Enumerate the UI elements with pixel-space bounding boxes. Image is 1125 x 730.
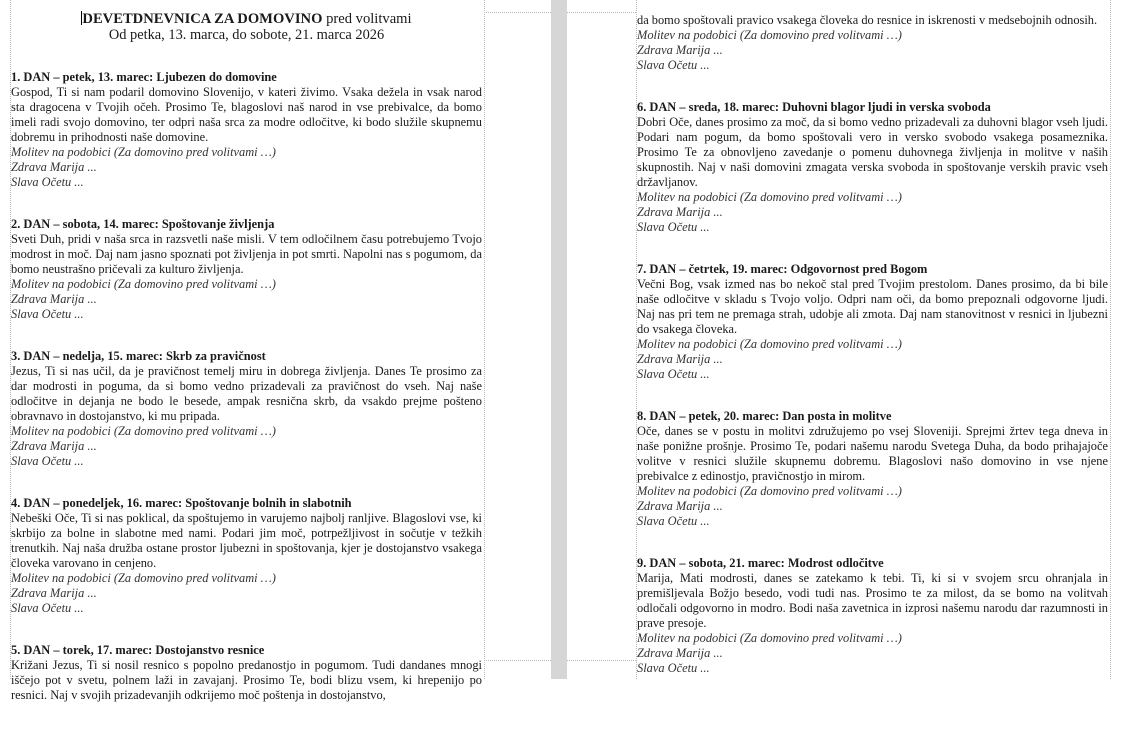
day-body: Marija, Mati modrosti, danes se zatekamo k tebi. Ti, ki si v svojem srcu ohranjala in premišljevala Božjo besedo, vodi tudi nas. Prosimo te za milost, da se bomo na volitvah odločali odgovorno in modro. Bodi naša zavetnica in izprosi našemu narodu dar razumnosti in prave presoje.: [637, 571, 1108, 630]
prayer-line: Slava Očetu ...: [11, 307, 84, 321]
day-5-continuation: [637, 13, 1108, 73]
day-heading: 6. DAN – sreda, 18. marec: Duhovni blagor ljudi in verska svoboda: [637, 100, 991, 114]
prayer-line: Slava Očetu ...: [637, 220, 710, 234]
day-body: Dobri Oče, danes prosimo za moč, da si bomo vedno prizadevali za duhovni blagor vseh ljudi. Podari nam pogum, da bomo spoštovali vero in versko svobodo vsakega posameznika. Prosimo Te za obnovljeno zavedanje o pomenu duhovnega življenja in molitve v naših skupnostih. Naj v naši domovini zmagata verska svoboda in spoštovanje verskih pravic vseh državljanov.: [637, 115, 1108, 189]
day-section: [11, 643, 482, 703]
prayer-line: Zdrava Marija ...: [11, 292, 97, 306]
left-page-content[interactable]: [11, 11, 482, 730]
prayer-line: Zdrava Marija ...: [11, 160, 97, 174]
prayer-line: Molitev na podobici (Za domovino pred volitvami …): [11, 145, 276, 159]
prayer-line: Molitev na podobici (Za domovino pred volitvami …): [11, 277, 276, 291]
prayer-line: Slava Očetu ...: [637, 661, 710, 675]
day-section: [637, 100, 1108, 235]
day-section: [11, 217, 482, 322]
margin-guide: [484, 660, 551, 661]
day-heading: 1. DAN – petek, 13. marec: Ljubezen do domovine: [11, 70, 277, 84]
margin-guide: [484, 0, 485, 679]
prayer-line: Molitev na podobici (Za domovino pred volitvami …): [637, 484, 902, 498]
day-body: Sveti Duh, pridi v naša srca in razsvetli naše misli. V tem odločilnem času potrebujemo Tvojo modrost in moč. Daj nam jasno spoznati pot življenja in pot smrti. Napolni nas s pogumom, da bomo neustrašno pričevali za kulturo življenja.: [11, 232, 482, 276]
day-section: [637, 409, 1108, 529]
day-body: da bomo spoštovali pravico vsakega človeka do resnice in iskrenosti v medsebojnih odnosih.: [637, 13, 1098, 27]
day-heading: 8. DAN – petek, 20. marec: Dan posta in molitve: [637, 409, 892, 423]
left-days-list: [11, 70, 482, 703]
prayer-line: Zdrava Marija ...: [637, 499, 723, 513]
day-section: [11, 349, 482, 469]
prayer-line: Molitev na podobici (Za domovino pred volitvami …): [637, 631, 902, 645]
page-gutter: [551, 0, 567, 679]
prayer-line: Zdrava Marija ...: [11, 439, 97, 453]
prayer-line: Zdrava Marija ...: [11, 586, 97, 600]
day-body: Nebeški Oče, Ti si nas poklical, da spoštujemo in varujemo najbolj ranljive. Blagoslovi vse, ki skrbijo za bolne in slabotne med nami. Podari jim moč, potrpežljivost in sočutje v težkih trenutkih. Naj naša družba ostane prostor ljubezni in spoštovanja, kjer je dostojanstvo vsakega človeka varovano in cenjeno.: [11, 511, 482, 570]
margin-guide: [1110, 0, 1111, 679]
day-heading: 9. DAN – sobota, 21. marec: Modrost odločitve: [637, 556, 884, 570]
prayer-list: [637, 28, 1108, 73]
prayer-line: Molitev na podobici (Za domovino pred volitvami …): [637, 190, 902, 204]
prayer-line: Slava Očetu ...: [11, 601, 84, 615]
prayer-line: Zdrava Marija ...: [637, 43, 723, 57]
day-body: Jezus, Ti si nas učil, da je pravičnost temelj miru in dobrega življenja. Danes Te prosimo za dar modrosti in poguma, da si bomo vedno prizadevali za pravičnost do vseh. Naj naše odločitve in dejanja ne bodo le besede, ampak resnična skrb, da vsakdo prejme pošteno obravnavo in dostojanstvo, ki mu pripada.: [11, 364, 482, 423]
prayer-line: Slava Očetu ...: [637, 514, 710, 528]
day-body: Večni Bog, vsak izmed nas bo nekoč stal pred Tvojim prestolom. Danes prosimo, da bi bile naše odločitve v skladu s Tvojo voljo. Odpri nam oči, da bomo prepoznali odgovorne ljudi. Naj nas pri tem ne premaga strah, udobje ali zmota. Daj nam stanovitnost v resnici in ljubezni do vsakega človeka.: [637, 277, 1108, 336]
prayer-line: Slava Očetu ...: [637, 58, 710, 72]
prayer-line: Zdrava Marija ...: [637, 646, 723, 660]
prayer-line: Slava Očetu ...: [637, 367, 710, 381]
right-page-content[interactable]: [637, 13, 1108, 703]
day-heading: 5. DAN – torek, 17. marec: Dostojanstvo resnice: [11, 643, 265, 657]
margin-guide: [567, 12, 636, 13]
right-days-list: [637, 100, 1108, 676]
day-body: Križani Jezus, Ti si nosil resnico s popolno predanostjo in pogumom. Tudi dandanes mnogi iščejo pot v svetu, polnem laži in zavajanj. Prosimo Te, bodi blizu vsem, ki hrepenijo po resnici. Naj v svojih prizadevanjih odkrijemo moč poštenja in dostojanstvo,: [11, 658, 482, 702]
prayer-line: Molitev na podobici (Za domovino pred volitvami …): [11, 424, 276, 438]
day-heading: 7. DAN – četrtek, 19. marec: Odgovornost pred Bogom: [637, 262, 928, 276]
margin-guide: [484, 12, 551, 13]
day-body: Oče, danes se v postu in molitvi združujemo po vsej Sloveniji. Sprejmi žrtev tega dneva in naše ponižne prošnje. Prosimo Te, podari našemu narodu Svetega Duha, da bodo prihajajoče volitve v resnici služile skupnemu dobremu. Blagoslovi našo domovino in vse njene prebivalce z edinostjo, pravičnostjo in mirom.: [637, 424, 1108, 483]
prayer-line: Slava Očetu ...: [11, 454, 84, 468]
prayer-line: Zdrava Marija ...: [637, 205, 723, 219]
day-section: [637, 556, 1108, 676]
day-heading: 2. DAN – sobota, 14. marec: Spoštovanje življenja: [11, 217, 275, 231]
prayer-line: Slava Očetu ...: [11, 175, 84, 189]
day-heading: 3. DAN – nedelja, 15. marec: Skrb za pravičnost: [11, 349, 266, 363]
day-section: [637, 262, 1108, 382]
document-title: DEVETDNEVNICA ZA DOMOVINO pred volitvami: [82, 11, 412, 27]
day-heading: 4. DAN – ponedeljek, 16. marec: Spoštovanje bolnih in slabotnih: [11, 496, 352, 510]
prayer-line: Molitev na podobici (Za domovino pred volitvami …): [637, 28, 902, 42]
document-subtitle: Od petka, 13. marca, do sobote, 21. marca 2026: [108, 27, 385, 43]
prayer-line: Zdrava Marija ...: [637, 352, 723, 366]
day-body: Gospod, Ti si nam podaril domovino Slovenijo, v kateri živimo. Vsaka dežela in vsak narod sta dragocena v Tvojih očeh. Prosimo Te, blagoslovi naš narod in vse prebivalce, da bomo imeli radi svojo domovino, ter odpri naša srca za modre odločitve, ki bodo služile skupnemu dobremu in prihodnosti naše domovine.: [11, 85, 482, 144]
margin-guide: [567, 660, 636, 661]
day-section: [11, 496, 482, 616]
prayer-line: Molitev na podobici (Za domovino pred volitvami …): [11, 571, 276, 585]
prayer-line: Molitev na podobici (Za domovino pred volitvami …): [637, 337, 902, 351]
day-section: [11, 70, 482, 190]
